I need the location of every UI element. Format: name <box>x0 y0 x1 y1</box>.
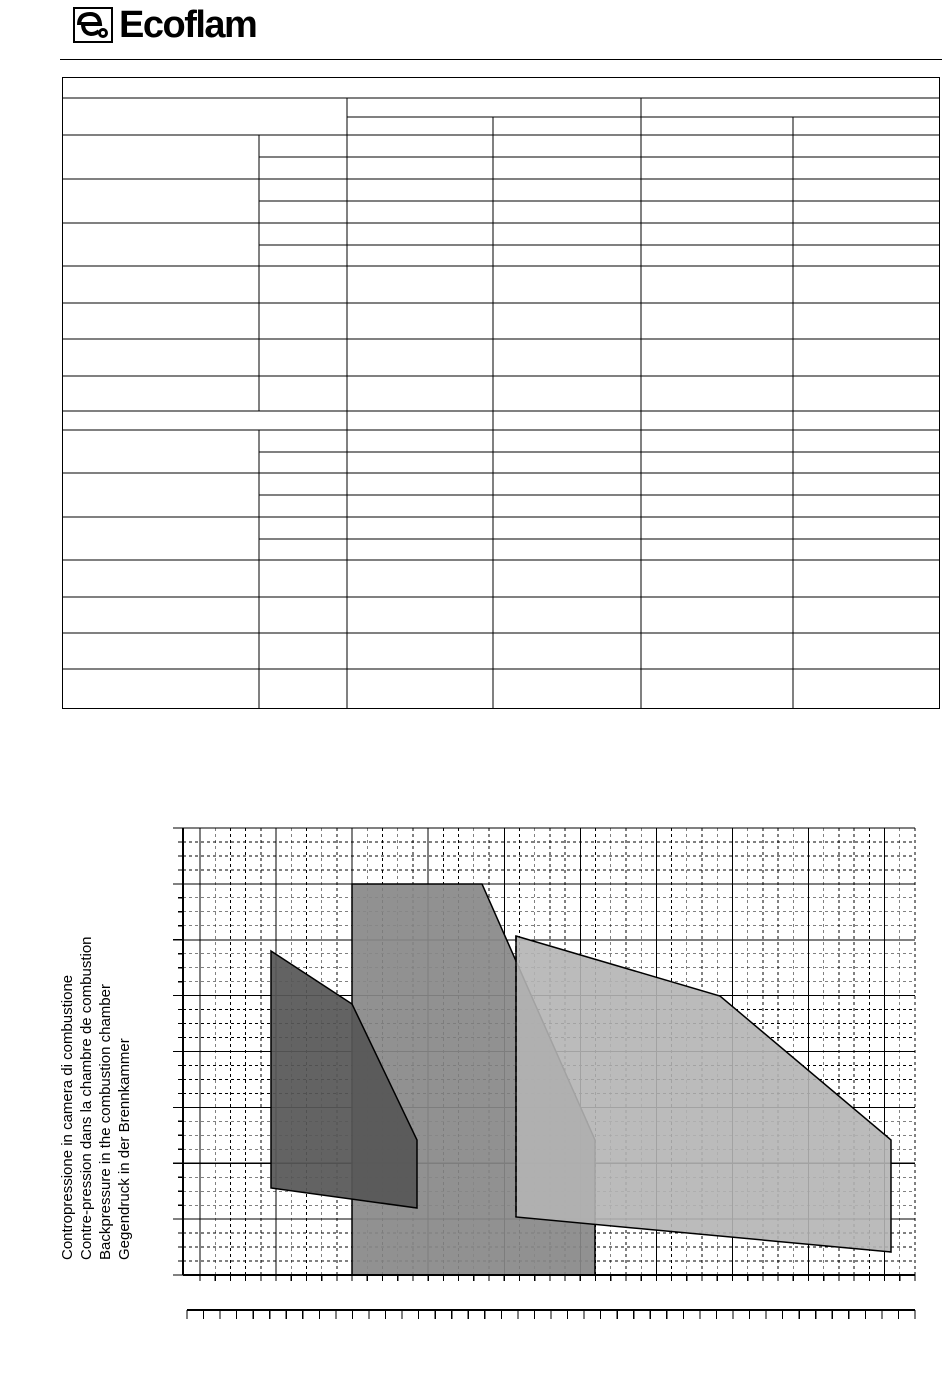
y-label-en: Backpressure in the combustion chamber <box>97 984 114 1260</box>
y-label-it: Contropressione in camera di combustione <box>59 974 76 1260</box>
y-label-de: Gegendruck in der Brennkammer <box>116 1038 133 1260</box>
y-label-fr: Contre-pression dans la chambre de combustion <box>78 936 95 1260</box>
brand-name: Ecoflam <box>119 4 257 46</box>
y-axis-label <box>58 936 134 1260</box>
region-light <box>516 936 891 1252</box>
